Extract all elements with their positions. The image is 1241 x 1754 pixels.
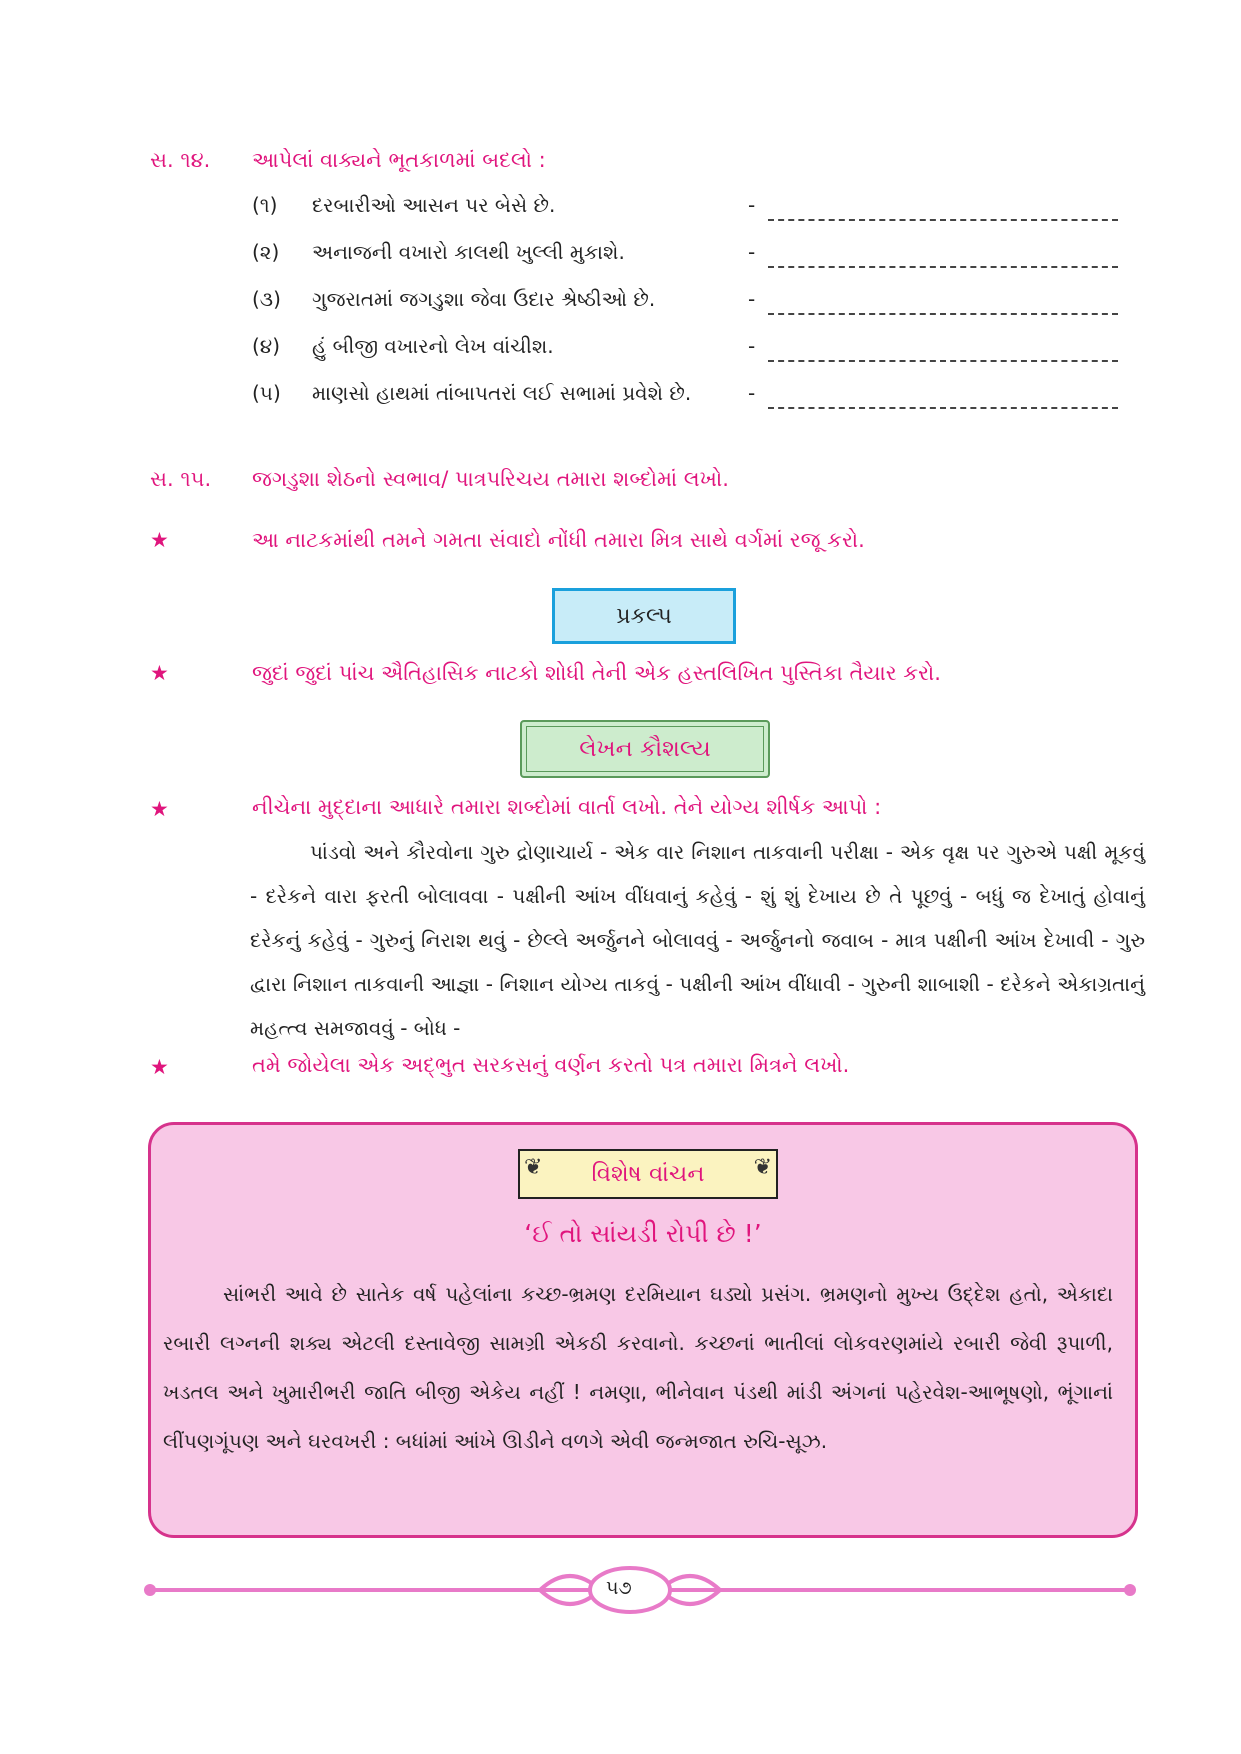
story-points [250,830,1145,1050]
q15-prompt: જગડુશા શેઠનો સ્વભાવ/ પાત્રપરિચય તમારા શબ્દોમાં લખો. [252,467,729,491]
project-heading: પ્રકલ્પ [616,603,672,629]
answer-blank[interactable] [768,219,1118,221]
writing-heading: લેખન કૌશલ્ય [579,736,711,762]
special-reading-panel [148,1122,1138,1538]
answer-dash: - [748,240,756,264]
story-title: ‘ઈ તો સાંયડી રોપી છે !’ [524,1219,762,1248]
q14-item-number: (૫) [252,381,281,405]
q14-item-number: (૨) [252,240,280,264]
special-reading-heading-box [518,1149,778,1199]
ornament-icon: ❦ [524,1155,543,1180]
answer-blank[interactable] [768,407,1118,409]
answer-dash: - [748,381,756,405]
story-points-text: પાંડવો અને કૌરવોના ગુરુ દ્રોણાચાર્ય - એક વાર નિશાન તાકવાની પરીક્ષા - એક વૃક્ષ પર ગુરુએ પક્ષી મૂકવું - દરેકને વારા ફરતી બોલાવવા - પક્ષીની આંખ વીંધવાનું કહેવું - શું શું દેખાય છે તે પૂછવું - બધું જ દેખાતું હોવાનું દરેકનું કહેવું - ગુરુનું નિરાશ થવું - છેલ્લે અર્જુનને બોલાવવું - અર્જુનનો જવાબ - માત્ર પક્ષીની આંખ દેખાવી - ગુરુ દ્વારા નિશાન તાકવાની આજ્ઞા - નિશાન યોગ્ય તાકવું - પક્ષીની આંખ વીંધાવી - ગુરુની શાબાશી - દરેકને એકાગ્રતાનું મહત્ત્વ સમજાવવું - બોધ - [250,840,1145,1040]
star-icon: ★ [150,1055,169,1079]
q14-item-text: માણસો હાથમાં તાંબાપતરાં લઈ સભામાં પ્રવેશે છે. [312,381,692,405]
project-task: જુદાં જુદાં પાંચ ઐતિહાસિક નાટકો શોધી તેની એક હસ્તલિખિત પુસ્તિકા તૈયાર કરો. [252,661,941,685]
star-icon: ★ [150,528,169,552]
q15-label: સ. ૧૫. [150,467,212,491]
q14-item-number: (૩) [252,287,281,311]
special-reading-heading: વિશેષ વાંચન [591,1161,705,1187]
ornament-icon: ❦ [753,1155,772,1180]
letter-task: તમે જોયેલા એક અદ્ભુત સરકસનું વર્ણન કરતો પત્ર તમારા મિત્રને લખો. [252,1053,850,1077]
answer-blank[interactable] [768,360,1118,362]
q14-label: સ. ૧૪. [150,148,211,172]
answer-dash: - [748,287,756,311]
star-icon: ★ [150,661,169,685]
answer-blank[interactable] [768,266,1118,268]
q14-item-number: (૪) [252,334,281,358]
answer-dash: - [748,193,756,217]
star-icon: ★ [150,797,169,821]
story-body-text: સાંભરી આવે છે સાતેક વર્ષ પહેલાંના કચ્છ-ભ્રમણ દરમિયાન ઘડ્યો પ્રસંગ. ભ્રમણનો મુખ્ય ઉદ્દેશ હતો, એકાદા રબારી લગ્નની શક્ય એટલી દસ્તાવેજી સામગ્રી એકઠી કરવાનો. કચ્છનાં ભાતીલાં લોકવરણમાંયે રબારી જેવી રૂપાળી, ખડતલ અને ખુમારીભરી જાતિ બીજી એકેય નહીં ! નમણા, ભીનેવાન પંડથી માંડી અંગનાં પહેરવેશ-આભૂષણો, ભૂંગાનાં લીંપણગૂંપણ અને ઘરવખરી : બધાંમાં આંખે ઊડીને વળગે એવી જન્મજાત રુચિ-સૂઝ. [163,1282,1113,1453]
answer-dash: - [748,334,756,358]
writing-heading-box [520,720,770,778]
project-heading-box [552,588,736,644]
q14-item-text: દરબારીઓ આસન પર બેસે છે. [312,193,556,217]
q14-item-text: અનાજની વખારો કાલથી ખુલ્લી મુકાશે. [312,240,625,264]
writing-task: નીચેના મુદ્દાના આધારે તમારા શબ્દોમાં વાર્તા લખો. તેને યોગ્ય શીર્ષક આપો : [252,795,882,819]
activity-text: આ નાટકમાંથી તમને ગમતા સંવાદો નોંધી તમારા મિત્ર સાથે વર્ગમાં રજૂ કરો. [252,528,865,552]
page-number: ૫૭ [606,1577,632,1599]
q14-item-text: ગુજરાતમાં જગડુશા જેવા ઉદાર શ્રેષ્ઠીઓ છે. [312,287,656,311]
story-body [163,1270,1113,1466]
answer-blank[interactable] [768,313,1118,315]
q14-item-number: (૧) [252,193,278,217]
q14-item-text: હું બીજી વખારનો લેખ વાંચીશ. [312,334,554,358]
footer-ornament [140,1560,1140,1620]
q14-prompt: આપેલાં વાક્યને ભૂતકાળમાં બદલો : [252,148,546,172]
